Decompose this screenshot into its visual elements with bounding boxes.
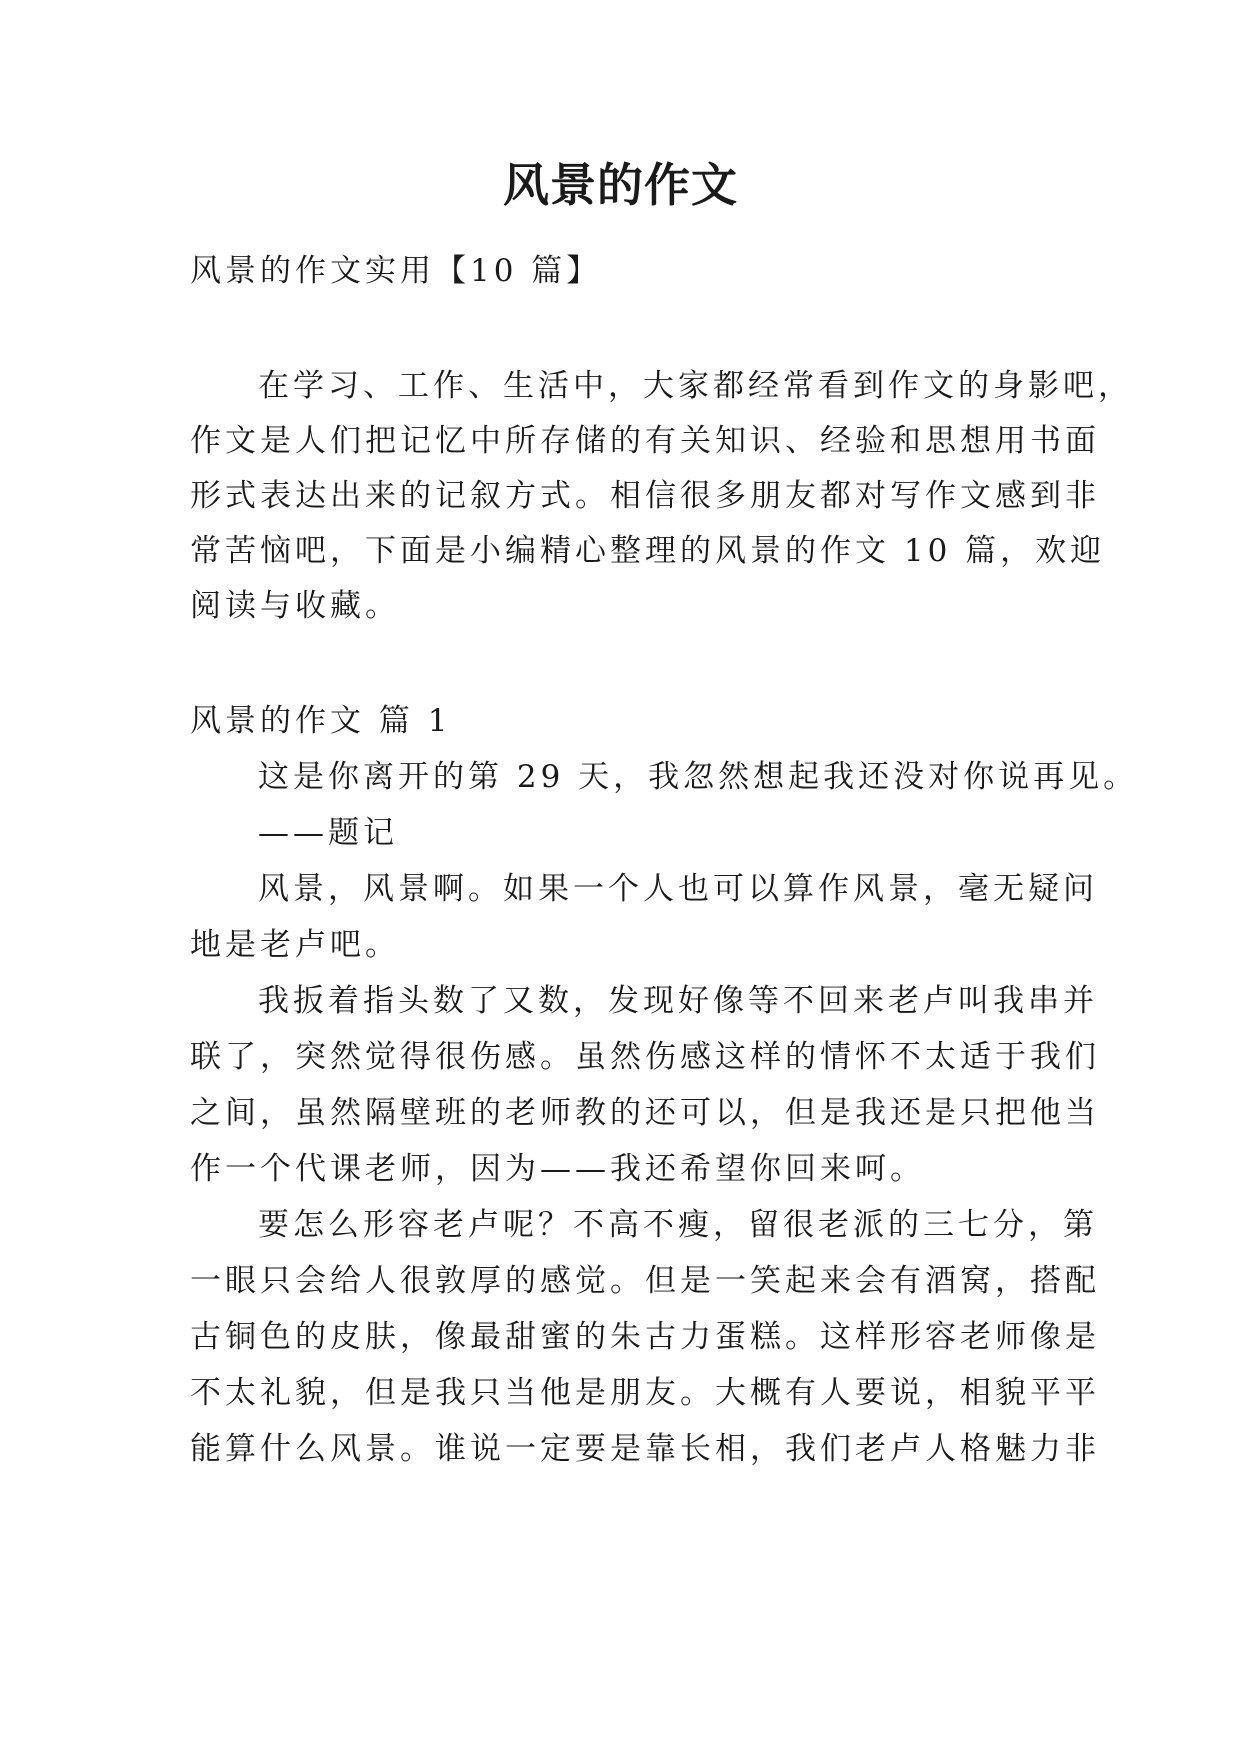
essay-line: 这是你离开的第 29 天，我忽然想起我还没对你说再见。 [258, 759, 1139, 795]
essay-line: 古铜色的皮肤，像最甜蜜的朱古力蛋糕。这样形容老师像是 [190, 1319, 1100, 1355]
section-heading: 风景的作文 篇 1 [190, 703, 452, 739]
intro-line: 阅读与收藏。 [190, 588, 400, 624]
intro-line: 作文是人们把记忆中所存储的有关知识、经验和思想用书面 [190, 423, 1100, 459]
intro-line: 常苦恼吧，下面是小编精心整理的风景的作文 10 篇，欢迎 [190, 533, 1106, 569]
essay-line: 之间，虽然隔壁班的老师教的还可以，但是我还是只把他当 [190, 1095, 1100, 1131]
essay-line: 地是老卢吧。 [190, 927, 400, 963]
essay-line: 一眼只会给人很敦厚的感觉。但是一笑起来会有酒窝，搭配 [190, 1263, 1100, 1299]
essay-line: 我扳着指头数了又数，发现好像等不回来老卢叫我串并 [258, 983, 1098, 1019]
document-title: 风景的作文 [503, 158, 738, 212]
intro-line: 形式表达出来的记叙方式。相信很多朋友都对写作文感到非 [190, 478, 1100, 514]
essay-line: 作一个代课老师，因为——我还希望你回来呵。 [190, 1151, 925, 1187]
essay-line: 要怎么形容老卢呢？不高不瘦，留很老派的三七分，第 [258, 1207, 1098, 1243]
essay-line: 不太礼貌，但是我只当他是朋友。大概有人要说，相貌平平 [190, 1375, 1100, 1411]
essay-line: ——题记 [258, 815, 398, 851]
essay-line: 联了，突然觉得很伤感。虽然伤感这样的情怀不太适于我们 [190, 1039, 1100, 1075]
essay-line: 风景，风景啊。如果一个人也可以算作风景，毫无疑问 [258, 871, 1098, 907]
essay-line: 能算什么风景。谁说一定要是靠长相，我们老卢人格魅力非 [190, 1431, 1100, 1467]
intro-line: 在学习、工作、生活中，大家都经常看到作文的身影吧， [258, 368, 1133, 404]
document-subtitle: 风景的作文实用【10 篇】 [190, 253, 602, 289]
